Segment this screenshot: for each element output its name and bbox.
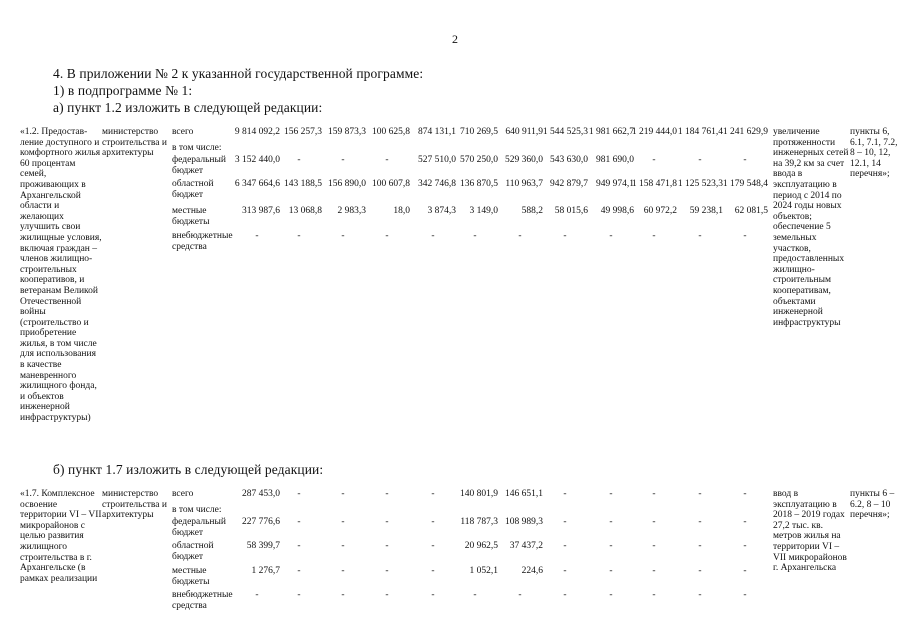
- block-b-source-regional: областной бюджет: [172, 541, 214, 562]
- block-a-result: увеличение протяженности инженерных сетей на 39,2 км за счет ввода в эксплуатацию в период с 2014 по 2024 годы новых объектов; обеспечение 5 земельных участков, предоставленных жилищно-строительным кооперативам, объектами инженерной инфраструктуры: [773, 127, 849, 328]
- amount-cell: 1 241 629,9: [722, 127, 768, 137]
- amount-cell: 20 962,5: [464, 541, 498, 551]
- amount-cell: 156 890,0: [328, 179, 366, 189]
- amount-cell: -: [652, 489, 656, 499]
- amount-cell: -: [698, 231, 702, 241]
- amount-cell: 949 974,1: [596, 179, 634, 189]
- amount-cell: 49 998,6: [600, 206, 634, 216]
- amount-cell: 60 972,2: [643, 206, 677, 216]
- block-b-source-local: местные бюджеты: [172, 566, 210, 587]
- amount-cell: 156 257,3: [284, 127, 322, 137]
- amount-cell: -: [698, 517, 702, 527]
- block-a-executor: министерство строительства и архитектуры: [102, 127, 167, 159]
- amount-cell: -: [698, 155, 702, 165]
- amount-cell: 6 347 664,6: [234, 179, 280, 189]
- amount-cell: -: [743, 541, 747, 551]
- amount-cell: -: [385, 590, 389, 600]
- amount-cell: 640 911,9: [505, 127, 543, 137]
- amount-cell: -: [431, 541, 435, 551]
- amount-cell: -: [563, 489, 567, 499]
- amount-cell: 58 399,7: [246, 541, 280, 551]
- block-a-source-extrabudget: внебюджетные средства: [172, 231, 233, 252]
- amount-cell: -: [743, 155, 747, 165]
- amount-cell: -: [743, 590, 747, 600]
- amount-cell: -: [297, 541, 301, 551]
- amount-cell: 13 068,8: [288, 206, 322, 216]
- amount-cell: -: [431, 231, 435, 241]
- amount-cell: -: [255, 590, 259, 600]
- block-a-item: «1.2. Предостав-ление доступного и комфортного жилья 60 процентам семей, проживающих в Архангельской области и желающих улучшить свои жилищные условия, включая граждан – членов жилищно-строительных кооперативов, и ветеранам Великой Отечественной войны (строительство и приобретение жилья, в том числе для использования в качестве маневренного жилищного фонда, и объектов инженерной инфраструктуры): [20, 127, 102, 424]
- amount-cell: 1 219 444,0: [631, 127, 677, 137]
- amount-cell: -: [698, 566, 702, 576]
- amount-cell: -: [341, 231, 345, 241]
- amount-cell: -: [341, 541, 345, 551]
- amount-cell: -: [385, 489, 389, 499]
- amount-cell: 18,0: [393, 206, 410, 216]
- amount-cell: 3 152 440,0: [234, 155, 280, 165]
- amount-cell: 313 987,6: [242, 206, 280, 216]
- amount-cell: -: [431, 590, 435, 600]
- amount-cell: 227 776,6: [242, 517, 280, 527]
- block-b-refs: пункты 6 – 6.2, 8 – 10 перечня»;: [850, 489, 895, 521]
- amount-cell: -: [341, 155, 345, 165]
- paragraph-appendix: 4. В приложении № 2 к указанной государственной программе:: [53, 66, 424, 81]
- block-b-executor: министерство строительства и архитектуры: [102, 489, 167, 521]
- amount-cell: -: [652, 517, 656, 527]
- amount-cell: -: [297, 590, 301, 600]
- amount-cell: 529 360,0: [505, 155, 543, 165]
- amount-cell: -: [297, 489, 301, 499]
- block-a-source-regional: областной бюджет: [172, 179, 214, 200]
- amount-cell: -: [341, 517, 345, 527]
- amount-cell: 59 238,1: [689, 206, 723, 216]
- amount-cell: 3 149,0: [469, 206, 498, 216]
- amount-cell: -: [431, 566, 435, 576]
- amount-cell: 342 746,8: [418, 179, 456, 189]
- amount-cell: -: [652, 541, 656, 551]
- amount-cell: -: [473, 231, 477, 241]
- page-number: 2: [452, 32, 458, 46]
- amount-cell: -: [431, 489, 435, 499]
- amount-cell: -: [431, 517, 435, 527]
- amount-cell: 588,2: [521, 206, 543, 216]
- block-a-source-local: местные бюджеты: [172, 206, 210, 227]
- amount-cell: -: [698, 489, 702, 499]
- block-a-source-total: всего: [172, 127, 194, 137]
- amount-cell: 2 983,3: [337, 206, 366, 216]
- amount-cell: -: [698, 590, 702, 600]
- amount-cell: -: [341, 489, 345, 499]
- amount-cell: -: [609, 517, 613, 527]
- amount-cell: 527 510,0: [418, 155, 456, 165]
- amount-cell: -: [385, 231, 389, 241]
- amount-cell: -: [743, 517, 747, 527]
- paragraph-subprogram: 1) в подпрограмме № 1:: [53, 83, 193, 98]
- amount-cell: 100 625,8: [372, 127, 410, 137]
- amount-cell: -: [518, 231, 522, 241]
- amount-cell: -: [385, 517, 389, 527]
- amount-cell: -: [385, 541, 389, 551]
- amount-cell: 110 963,7: [505, 179, 543, 189]
- amount-cell: -: [609, 541, 613, 551]
- amount-cell: -: [743, 566, 747, 576]
- amount-cell: 1 981 662,7: [588, 127, 634, 137]
- amount-cell: 146 651,1: [505, 489, 543, 499]
- amount-cell: 1 184 761,4: [677, 127, 723, 137]
- block-a-source-including: в том числе:: [172, 143, 222, 153]
- block-b-result: ввод в эксплуатацию в 2018 – 2019 годах 27,2 тыс. кв. метров жилья на территории VI – VII микрорайонов г. Архангельска: [773, 489, 847, 574]
- amount-cell: 710 269,5: [460, 127, 498, 137]
- amount-cell: 1 052,1: [469, 566, 498, 576]
- amount-cell: 140 801,9: [460, 489, 498, 499]
- amount-cell: -: [652, 155, 656, 165]
- amount-cell: 942 879,7: [550, 179, 588, 189]
- amount-cell: -: [341, 590, 345, 600]
- paragraph-item-1-7: б) пункт 1.7 изложить в следующей редакции:: [53, 462, 324, 477]
- amount-cell: -: [563, 541, 567, 551]
- amount-cell: 1 179 548,4: [722, 179, 768, 189]
- amount-cell: 1 544 525,3: [542, 127, 588, 137]
- paragraph-item-1-2: а) пункт 1.2 изложить в следующей редакции:: [53, 100, 323, 115]
- amount-cell: -: [385, 155, 389, 165]
- amount-cell: 543 630,0: [550, 155, 588, 165]
- amount-cell: 224,6: [521, 566, 543, 576]
- amount-cell: 3 874,3: [427, 206, 456, 216]
- amount-cell: -: [609, 489, 613, 499]
- amount-cell: -: [698, 541, 702, 551]
- amount-cell: 1 158 471,8: [631, 179, 677, 189]
- amount-cell: -: [297, 566, 301, 576]
- amount-cell: 108 989,3: [505, 517, 543, 527]
- amount-cell: 1 276,7: [251, 566, 280, 576]
- amount-cell: -: [743, 231, 747, 241]
- amount-cell: -: [341, 566, 345, 576]
- amount-cell: 570 250,0: [460, 155, 498, 165]
- amount-cell: -: [563, 590, 567, 600]
- amount-cell: -: [563, 517, 567, 527]
- amount-cell: -: [563, 566, 567, 576]
- amount-cell: -: [297, 517, 301, 527]
- amount-cell: -: [652, 231, 656, 241]
- amount-cell: 981 690,0: [596, 155, 634, 165]
- amount-cell: 37 437,2: [509, 541, 543, 551]
- amount-cell: 136 870,5: [460, 179, 498, 189]
- block-b-source-total: всего: [172, 489, 194, 499]
- block-b-item: «1.7. Комплексное освоение территории VI – VII микрорайонов с целью развития жилищного строительства в г. Архангельске (в рамках реализации: [20, 489, 102, 584]
- amount-cell: -: [297, 231, 301, 241]
- amount-cell: -: [518, 590, 522, 600]
- amount-cell: 159 873,3: [328, 127, 366, 137]
- block-b-source-including: в том числе:: [172, 505, 222, 515]
- block-b-source-extrabudget: внебюджетные средства: [172, 590, 233, 611]
- amount-cell: -: [743, 489, 747, 499]
- block-a-refs: пункты 6, 6.1, 7.1, 7.2, 8 – 10, 12, 12.1, 14 перечня»;: [850, 127, 898, 180]
- amount-cell: 58 015,6: [554, 206, 588, 216]
- amount-cell: -: [255, 231, 259, 241]
- amount-cell: 9 814 092,2: [234, 127, 280, 137]
- amount-cell: -: [297, 155, 301, 165]
- block-a-source-federal: федеральный бюджет: [172, 155, 226, 176]
- amount-cell: -: [652, 590, 656, 600]
- amount-cell: -: [609, 566, 613, 576]
- amount-cell: -: [652, 566, 656, 576]
- amount-cell: 874 131,1: [418, 127, 456, 137]
- amount-cell: -: [473, 590, 477, 600]
- amount-cell: -: [609, 231, 613, 241]
- amount-cell: 1 125 523,3: [677, 179, 723, 189]
- block-b-source-federal: федеральный бюджет: [172, 517, 226, 538]
- amount-cell: 62 081,5: [734, 206, 768, 216]
- amount-cell: 287 453,0: [242, 489, 280, 499]
- amount-cell: 100 607,8: [372, 179, 410, 189]
- amount-cell: -: [563, 231, 567, 241]
- amount-cell: -: [385, 566, 389, 576]
- amount-cell: -: [609, 590, 613, 600]
- amount-cell: 118 787,3: [460, 517, 498, 527]
- amount-cell: 143 188,5: [284, 179, 322, 189]
